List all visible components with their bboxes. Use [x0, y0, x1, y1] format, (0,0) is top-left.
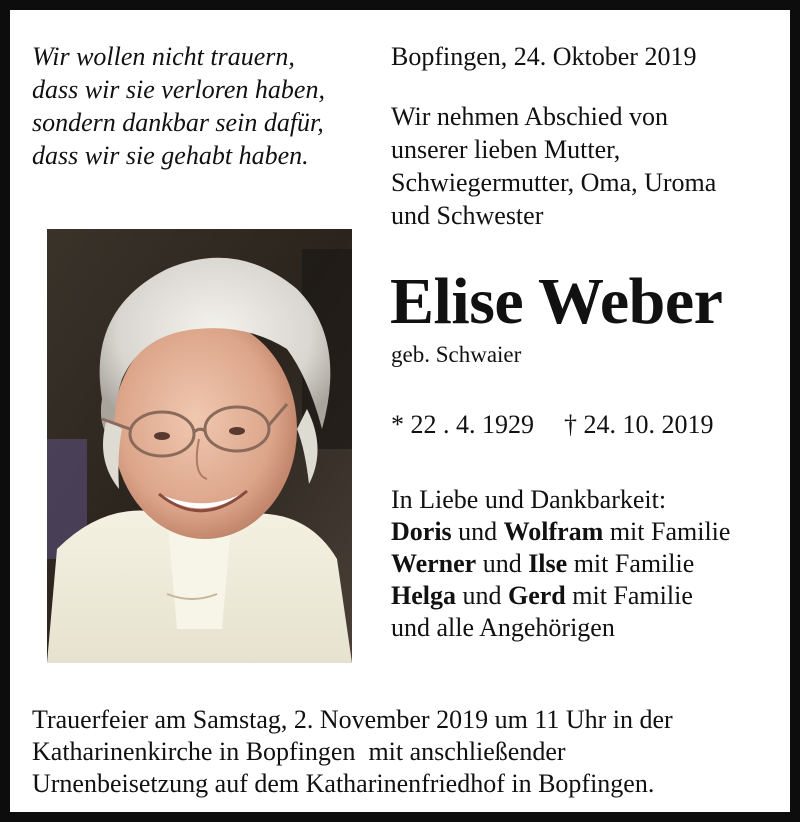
birth-date: * 22 . 4. 1929 [391, 410, 534, 439]
poem-line: dass wir sie gehabt haben. [32, 141, 309, 170]
deceased-name: Elise Weber [390, 265, 723, 338]
family-member: Wolfram [503, 517, 604, 546]
intro-line: unserer lieben Mutter, [391, 135, 621, 164]
service-line: Katharinenkirche in Bopfingen mit anschließender [32, 737, 566, 766]
family-member: Doris [391, 517, 452, 546]
intro-line: Schwiegermutter, Oma, Uroma [391, 168, 717, 197]
mourners-closing: und alle Angehörigen [391, 613, 615, 642]
family-line [391, 580, 730, 612]
family-line [391, 516, 730, 548]
service-line: Trauerfeier am Samstag, 2. November 2019 um 11 Uhr in der [32, 705, 673, 734]
death-date: † 24. 10. 2019 [564, 410, 714, 439]
family-suffix: mit Familie [565, 581, 693, 610]
intro-line: und Schwester [391, 201, 544, 230]
mourners-intro: In Liebe und Dankbarkeit: [391, 485, 667, 514]
farewell-intro [391, 100, 716, 232]
poem-line: sondern dankbar sein dafür, [32, 108, 324, 137]
service-line: Urnenbeisetzung auf dem Katharinenfriedhof in Bopfingen. [32, 769, 655, 798]
portrait-photo [47, 229, 352, 663]
poem-line: dass wir sie verloren haben, [32, 75, 325, 104]
memorial-poem [32, 40, 372, 172]
life-dates [391, 408, 714, 442]
poem-line: Wir wollen nicht trauern, [32, 42, 295, 71]
family-suffix: mit Familie [603, 517, 731, 546]
portrait-illustration [47, 229, 352, 663]
family-member: Gerd [508, 581, 566, 610]
family-suffix: mit Familie [567, 549, 695, 578]
birth-name: geb. Schwaier [391, 342, 522, 367]
joiner: und [451, 517, 504, 546]
family-member: Helga [391, 581, 456, 610]
family-member: Werner [391, 549, 477, 578]
funeral-service-info [32, 704, 673, 800]
joiner: und [476, 549, 529, 578]
mourners-list [391, 484, 730, 644]
family-line [391, 548, 730, 580]
joiner: und [456, 581, 508, 610]
intro-line: Wir nehmen Abschied von [391, 102, 668, 131]
family-member: Ilse [528, 549, 568, 578]
place-date: Bopfingen, 24. Oktober 2019 [391, 42, 697, 71]
